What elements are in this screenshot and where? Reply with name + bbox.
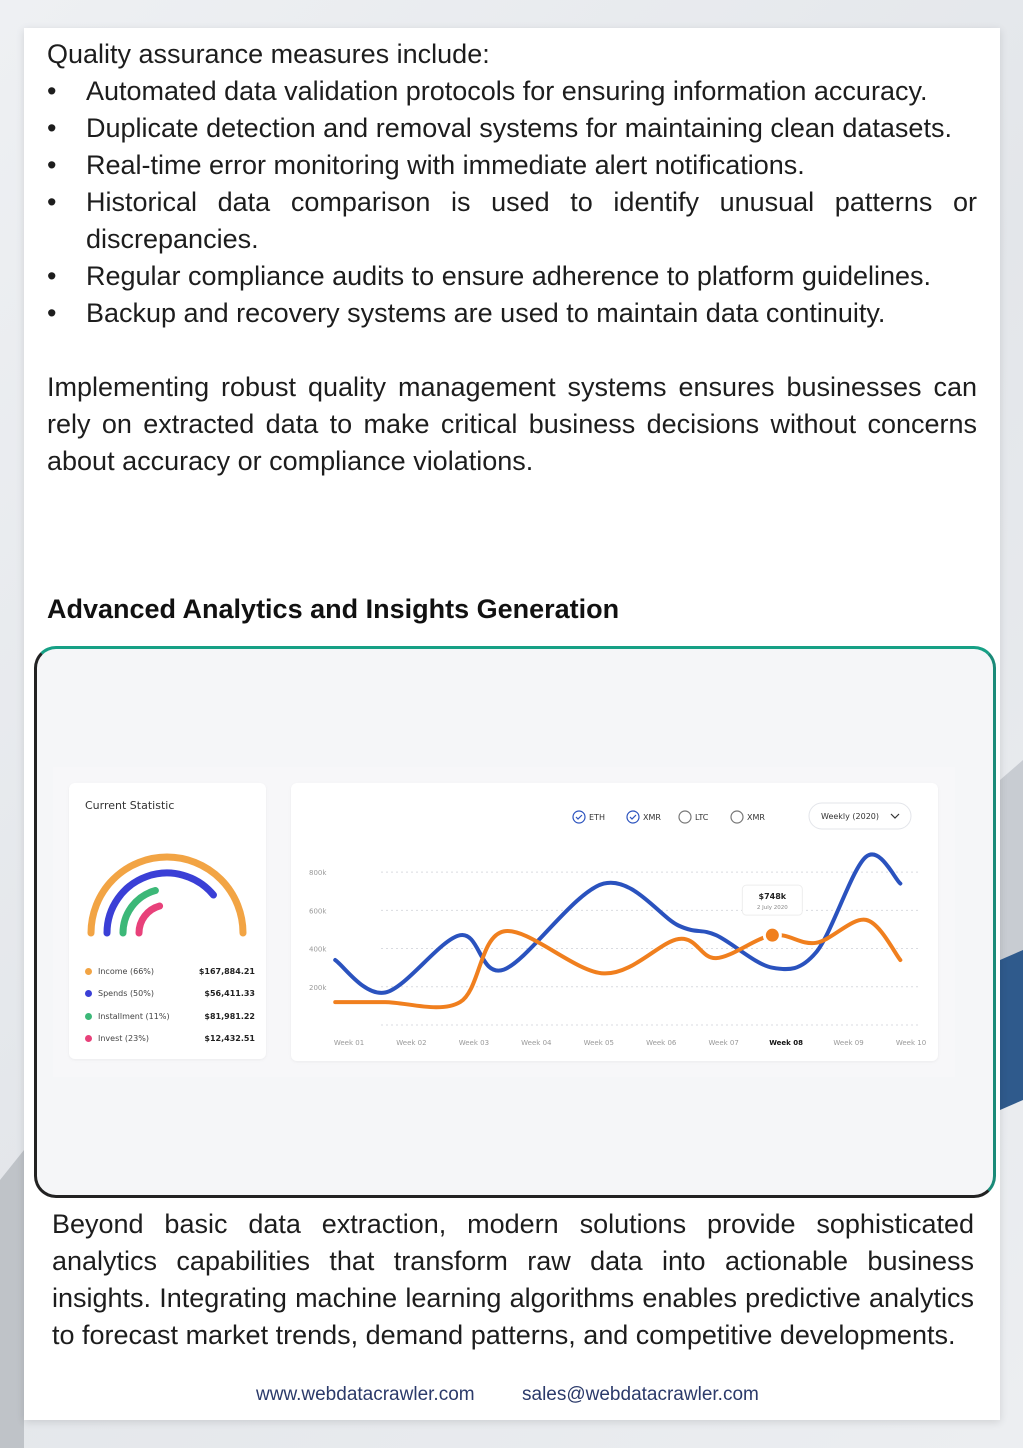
list-item-text: Duplicate detection and removal systems for maintaining clean datasets.: [86, 113, 952, 143]
legend-label: Installment (11%): [98, 1011, 170, 1021]
x-tick-label: Week 09: [833, 1039, 864, 1047]
legend-value: $56,411.33: [204, 989, 255, 999]
x-tick-label: Week 02: [396, 1039, 427, 1047]
list-item: [47, 147, 977, 184]
legend-row-invest: [85, 1028, 255, 1051]
quality-measures-list: [47, 73, 977, 332]
filter-label: ETH: [589, 813, 605, 822]
highlight-marker: [764, 927, 780, 943]
list-item: [47, 73, 977, 110]
series-line-orange: [335, 920, 900, 1008]
quality-paragraph: Implementing robust quality management systems ensures businesses can rely on extracted data to make critical business decisions without concerns about accuracy or compliance violations.: [47, 372, 977, 476]
legend-dot: [85, 1035, 92, 1042]
check-mark-icon: [630, 815, 636, 819]
x-tick-label: Week 07: [708, 1039, 739, 1047]
arc-invest: [139, 906, 160, 933]
filter-option-xmr[interactable]: [627, 811, 661, 823]
filter-label: XMR: [643, 813, 661, 822]
y-tick-label: 400k: [309, 945, 327, 954]
filter-option-eth[interactable]: [573, 811, 605, 823]
x-tick-label: Week 03: [458, 1039, 490, 1047]
list-item: [47, 110, 977, 147]
filter-option-xmr[interactable]: [731, 811, 765, 823]
bullet-icon: •: [47, 150, 57, 180]
list-item-text: Backup and recovery systems are used to maintain data continuity.: [86, 298, 886, 328]
analytics-paragraph: Beyond basic data extraction, modern solutions provide sophisticated analytics capabilities that transform raw data into actionable business insights. Integrating machine learning algorithms enables predictive analytics to forecast market trends, demand patterns, and competitive developments.: [52, 1209, 974, 1350]
statistic-arc-chart: [79, 843, 249, 943]
checked-icon: [627, 811, 639, 823]
filter-label: XMR: [747, 813, 765, 822]
y-tick-label: 200k: [309, 983, 327, 992]
x-tick-label: Week 05: [583, 1039, 614, 1047]
legend-label: Invest (23%): [98, 1034, 149, 1044]
legend-label: Income (66%): [98, 966, 155, 976]
y-tick-label: 600k: [309, 907, 327, 916]
bullet-icon: •: [47, 187, 57, 217]
list-item-text: Automated data validation protocols for ensuring information accuracy.: [86, 76, 928, 106]
legend-row-installment: [85, 1005, 255, 1028]
unchecked-icon: [679, 811, 691, 823]
legend-dot: [85, 968, 92, 975]
legend-dot: [85, 1013, 92, 1020]
footer-email-link[interactable]: sales@webdatacrawler.com: [522, 1384, 759, 1405]
unchecked-icon: [731, 811, 743, 823]
legend-dot: [85, 990, 92, 997]
x-tick-label: Week 06: [646, 1039, 677, 1047]
line-chart-card: [291, 783, 938, 1061]
filter-label: LTC: [695, 813, 709, 822]
line-chart: [291, 783, 938, 1061]
legend-value: $167,884.21: [198, 966, 255, 976]
x-tick-label: Week 04: [521, 1039, 552, 1047]
stat-card-title: Current Statistic: [85, 799, 175, 812]
check-mark-icon: [576, 815, 582, 819]
bullet-icon: •: [47, 76, 57, 106]
tooltip-value: $748k: [758, 892, 787, 902]
list-item-text: Real-time error monitoring with immediate alert notifications.: [86, 150, 805, 180]
footer-website-link[interactable]: www.webdatacrawler.com: [256, 1384, 475, 1405]
legend-row-income: [85, 960, 255, 983]
x-tick-label: Week 10: [895, 1039, 927, 1047]
list-item-text: Historical data comparison is used to identify unusual patterns or discrepancies.: [86, 187, 977, 254]
y-tick-label: 800k: [309, 869, 327, 878]
list-item: [47, 295, 977, 332]
filter-option-ltc[interactable]: [679, 811, 709, 823]
list-item: [47, 184, 977, 258]
current-statistic-card: [69, 783, 266, 1059]
bullet-icon: •: [47, 298, 57, 328]
arc-income: [91, 857, 243, 933]
analytics-dashboard: [53, 767, 955, 1077]
document-page: [24, 28, 1000, 1420]
list-item: [47, 258, 977, 295]
intro-text: Quality assurance measures include:: [47, 39, 490, 69]
period-select[interactable]: [809, 803, 911, 829]
legend-value: $12,432.51: [204, 1034, 255, 1044]
legend-value: $81,981.22: [204, 1011, 255, 1021]
section-heading: Advanced Analytics and Insights Generation: [47, 594, 620, 624]
x-tick-label: Week 08: [769, 1039, 804, 1047]
x-tick-label: Week 01: [333, 1039, 365, 1047]
period-select-label: Weekly (2020): [821, 812, 880, 821]
legend-row-spends: [85, 983, 255, 1006]
statistic-legend: [85, 960, 255, 1050]
bullet-icon: •: [47, 113, 57, 143]
checked-icon: [573, 811, 585, 823]
list-item-text: Regular compliance audits to ensure adherence to platform guidelines.: [86, 261, 932, 291]
legend-label: Spends (50%): [98, 989, 154, 999]
bullet-icon: •: [47, 261, 57, 291]
dashboard-image-frame: [34, 646, 996, 1198]
tooltip-date: 2 July 2020: [756, 905, 788, 912]
quality-section: [47, 36, 977, 480]
